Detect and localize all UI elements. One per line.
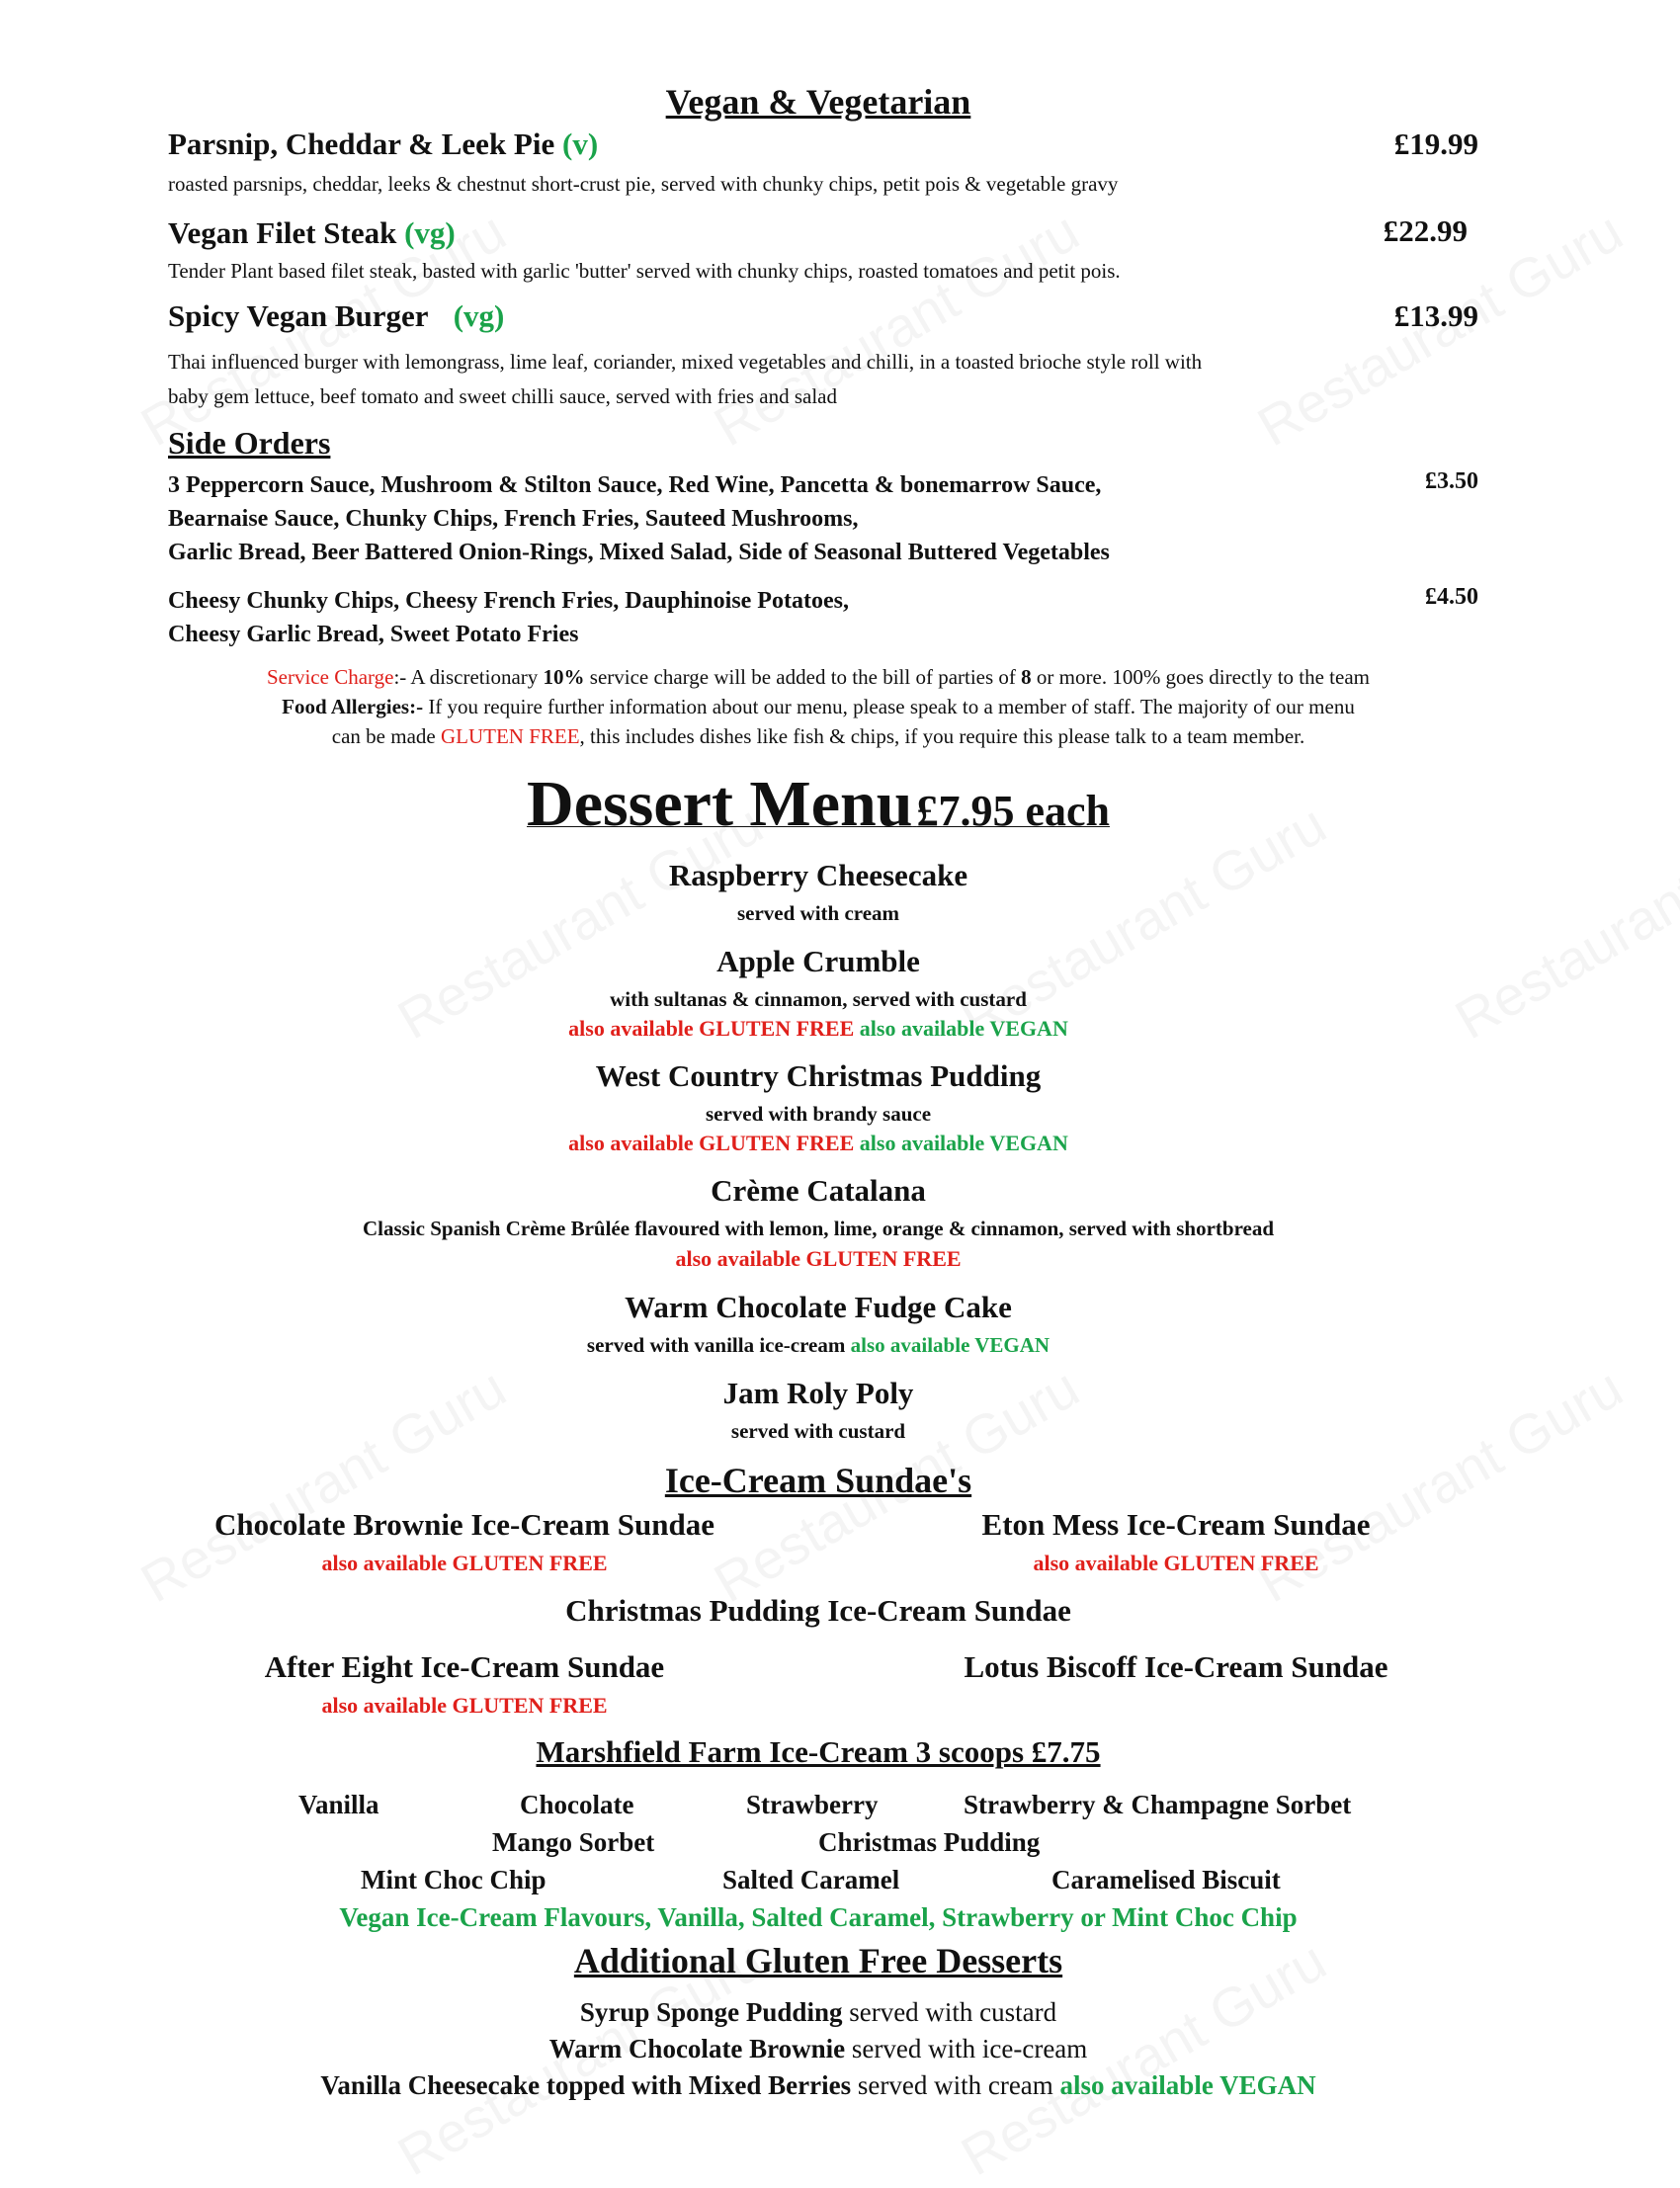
diet-tag: (vg) xyxy=(453,298,505,333)
menu-item-price: £13.99 xyxy=(1393,298,1478,333)
menu-item-name: Parsnip, Cheddar & Leek Pie (v) xyxy=(168,126,599,161)
gf-dessert-item: Syrup Sponge Pudding served with custard xyxy=(579,1997,1057,2027)
dessert-menu-title: Dessert Menu £7.95 each xyxy=(527,768,1110,840)
section-title-sides: Side Orders xyxy=(168,425,331,461)
icecream-title: Marshfield Farm Ice-Cream 3 scoops £7.75 xyxy=(536,1734,1101,1769)
section-title-sundaes: Ice-Cream Sundae's xyxy=(664,1461,972,1500)
flavour: Salted Caramel xyxy=(722,1865,900,1894)
service-charge-note: Service Charge:- A discretionary 10% service charge will be added to the bill of parties of 8 or more. 100% goes directly to the team xyxy=(266,665,1370,689)
vegan-icecream-line: Vegan Ice-Cream Flavours, Vanilla, Salted Caramel, Strawberry or Mint Choc Chip xyxy=(339,1902,1298,1932)
dessert-name: Raspberry Cheesecake xyxy=(668,858,968,892)
sundae-name: Eton Mess Ice-Cream Sundae xyxy=(981,1507,1371,1542)
side-orders-group: Cheesy Chunky Chips, Cheesy French Fries, Dauphinoise Potatoes, Cheesy Garlic Bread, Sweet Potato Fries xyxy=(168,588,849,647)
flavour: Mango Sorbet xyxy=(492,1827,655,1857)
dessert-sub: served with brandy sauce xyxy=(705,1102,932,1126)
flavour: Vanilla xyxy=(298,1790,379,1819)
dessert-availability: also available GLUTEN FREE also available VEGAN xyxy=(568,1016,1068,1041)
gf-dessert-item: Warm Chocolate Brownie served with ice-cream xyxy=(548,2034,1088,2063)
dessert-name: Crème Catalana xyxy=(711,1173,926,1208)
section-title-gf-desserts: Additional Gluten Free Desserts xyxy=(573,1941,1063,1980)
dessert-sub: served with custard xyxy=(730,1419,906,1443)
sundae-availability: also available GLUTEN FREE xyxy=(321,1551,608,1575)
diet-tag: (vg) xyxy=(404,215,456,250)
flavour: Strawberry xyxy=(746,1790,879,1819)
dessert-sub: served with vanilla ice-cream also available VEGAN xyxy=(586,1333,1050,1357)
menu-item-desc: Tender Plant based filet steak, basted with garlic 'butter' served with chunky chips, roasted tomatoes and petit pois. xyxy=(168,259,1121,283)
menu-item-price: £22.99 xyxy=(1383,213,1468,248)
flavour: Strawberry & Champagne Sorbet xyxy=(964,1790,1352,1819)
sundae-name: Chocolate Brownie Ice-Cream Sundae xyxy=(213,1507,714,1542)
flavour: Christmas Pudding xyxy=(818,1827,1041,1857)
dessert-availability: also available GLUTEN FREE xyxy=(675,1246,962,1271)
flavour: Chocolate xyxy=(520,1790,634,1819)
menu-item-price: £19.99 xyxy=(1393,126,1478,161)
sundae-availability: also available GLUTEN FREE xyxy=(1033,1551,1319,1575)
dessert-name: Jam Roly Poly xyxy=(722,1376,914,1410)
allergy-note-line2: can be made GLUTEN FREE, this includes dishes like fish & chips, if you require this please talk to a team member. xyxy=(331,724,1305,748)
side-price: £4.50 xyxy=(1425,584,1478,610)
menu-item-desc: baby gem lettuce, beef tomato and sweet chilli sauce, served with fries and salad xyxy=(168,384,838,408)
flavour: Caramelised Biscuit xyxy=(1051,1865,1281,1894)
dessert-name: Warm Chocolate Fudge Cake xyxy=(625,1290,1012,1324)
sundae-name: Christmas Pudding Ice-Cream Sundae xyxy=(565,1593,1071,1628)
side-orders-group: 3 Peppercorn Sauce, Mushroom & Stilton Sauce, Red Wine, Pancetta & bonemarrow Sauce, Bearnaise Sauce, Chunky Chips, French Fries, Sauteed Mushrooms, Garlic Bread, Beer Battered Onion-Rings, Mixed Salad, Side of Seasonal Buttered Vegetables xyxy=(168,472,1110,565)
menu-item-name: Spicy Vegan Burger (vg) xyxy=(168,298,505,333)
dessert-name: West Country Christmas Pudding xyxy=(595,1058,1042,1093)
side-price: £3.50 xyxy=(1425,468,1478,494)
gf-dessert-item: Vanilla Cheesecake topped with Mixed Berries served with cream also available VEGAN xyxy=(320,2070,1316,2100)
dessert-sub: with sultanas & cinnamon, served with custard xyxy=(610,987,1027,1011)
dessert-sub: served with cream xyxy=(736,901,900,925)
sundae-availability: also available GLUTEN FREE xyxy=(321,1693,608,1718)
sundae-name: Lotus Biscoff Ice-Cream Sundae xyxy=(964,1649,1388,1684)
diet-tag: (v) xyxy=(562,126,599,161)
sundae-name: After Eight Ice-Cream Sundae xyxy=(264,1649,665,1684)
dessert-sub: Classic Spanish Crème Brûlée flavoured with lemon, lime, orange & cinnamon, served with shortbread xyxy=(362,1217,1275,1240)
allergy-note: Food Allergies:- If you require further information about our menu, please speak to a member of staff. The majority of our menu xyxy=(282,695,1355,718)
dessert-availability: also available GLUTEN FREE also available VEGAN xyxy=(568,1131,1068,1155)
dessert-name: Apple Crumble xyxy=(716,944,920,978)
menu-item-desc: Thai influenced burger with lemongrass, lime leaf, coriander, mixed vegetables and chilli, in a toasted brioche style roll with xyxy=(168,350,1203,374)
menu-item-desc: roasted parsnips, cheddar, leeks & chestnut short-crust pie, served with chunky chips, petit pois & vegetable gravy xyxy=(168,172,1119,196)
flavour: Mint Choc Chip xyxy=(361,1865,546,1894)
menu-item-name: Vegan Filet Steak (vg) xyxy=(168,215,456,250)
section-title-vegan: Vegan & Vegetarian xyxy=(665,82,971,122)
